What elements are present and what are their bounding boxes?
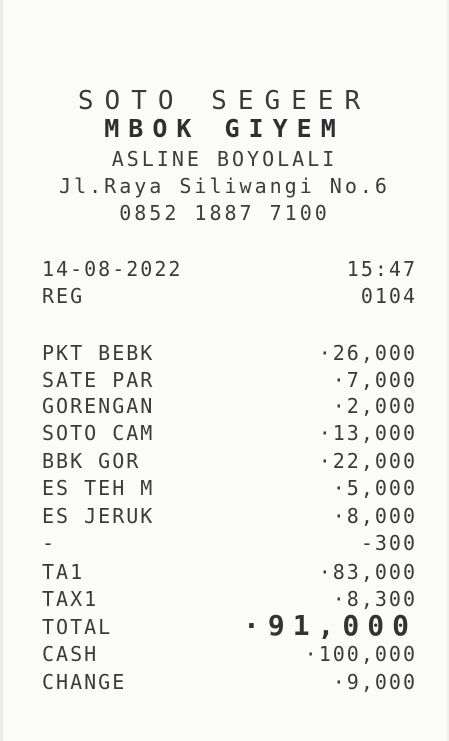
store-phone: 0852 1887 7100 [119, 201, 330, 225]
list-item [42, 341, 417, 367]
item-name: ES JERUK [42, 504, 155, 528]
list-item [42, 449, 417, 475]
subtotal-value: ·83,000 [318, 560, 417, 584]
item-name: BBK GOR [42, 449, 141, 473]
list-item [42, 394, 417, 420]
total-row [42, 609, 417, 642]
list-item [42, 368, 417, 394]
cash-label: CASH [42, 642, 99, 666]
tax-label: TAX1 [42, 587, 99, 611]
item-amount: ·8,000 [332, 504, 417, 528]
receipt-date: 14-08-2022 [42, 257, 183, 281]
list-item [42, 476, 417, 502]
item-name: SOTO CAM [42, 421, 155, 445]
receipt-time: 15:47 [346, 257, 417, 281]
change-value: ·9,000 [332, 670, 417, 694]
item-name: GORENGAN [42, 394, 155, 418]
store-tagline: ASLINE BOYOLALI [111, 147, 338, 171]
item-name: SATE PAR [42, 368, 155, 392]
total-value: ·91,000 [242, 609, 417, 642]
item-amount: ·5,000 [332, 476, 417, 500]
list-item [42, 504, 417, 530]
change-row [42, 670, 417, 696]
cash-value: ·100,000 [304, 642, 417, 666]
cash-row [42, 642, 417, 668]
item-amount: ·13,000 [318, 421, 417, 445]
register-row [42, 284, 417, 310]
receipt-number: 0104 [360, 284, 417, 308]
item-name: - [42, 531, 57, 555]
item-amount: ·22,000 [318, 449, 417, 473]
item-name: PKT BEBK [42, 341, 155, 365]
change-label: CHANGE [42, 670, 127, 694]
tax-value: ·8,300 [332, 587, 417, 611]
item-amount: ·2,000 [332, 394, 417, 418]
list-item [42, 421, 417, 447]
date-time-row [42, 257, 417, 283]
subtotal-row [42, 560, 417, 586]
store-name-line1: SOTO SEGEER [77, 86, 372, 116]
register-mode: REG [42, 284, 85, 308]
store-address: Jl.Raya Siliwangi No.6 [59, 174, 390, 198]
list-item [42, 531, 417, 557]
subtotal-label: TA1 [42, 560, 85, 584]
item-amount: ·7,000 [332, 368, 417, 392]
item-amount: -300 [360, 531, 417, 555]
total-label: TOTAL [42, 615, 113, 639]
item-amount: ·26,000 [318, 341, 417, 365]
store-name-line2: MBOK GIYEM [104, 114, 345, 143]
item-name: ES TEH M [42, 476, 155, 500]
